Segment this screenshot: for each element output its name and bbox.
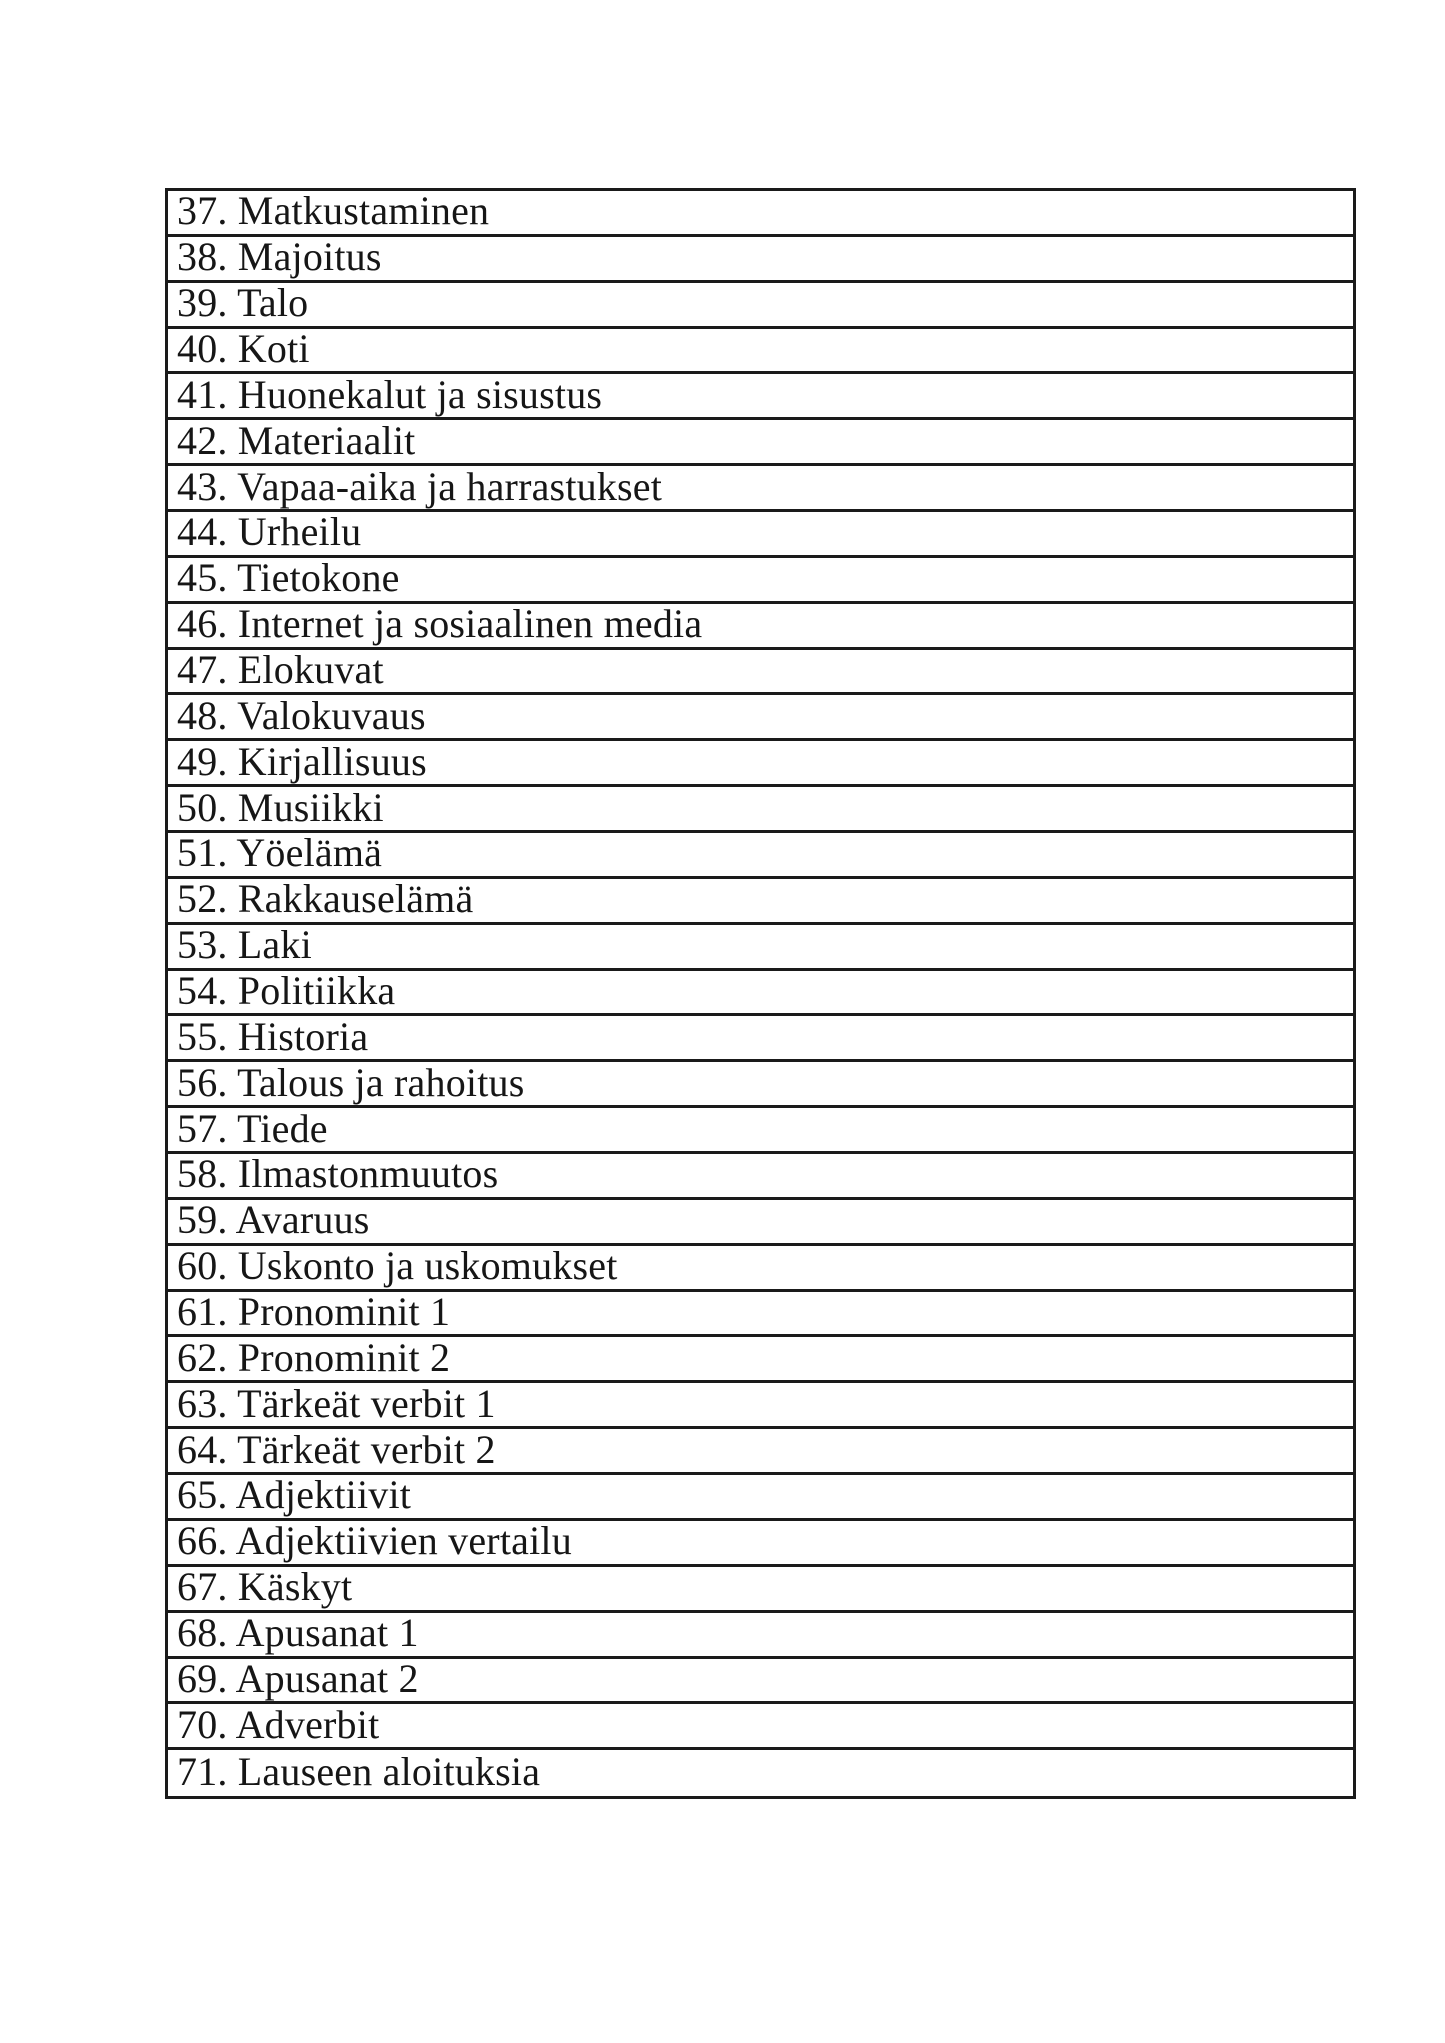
toc-entry-label: 69. Apusanat 2 (177, 1658, 419, 1701)
toc-entry-label: 71. Lauseen aloituksia (177, 1750, 541, 1795)
toc-row (168, 1521, 1353, 1567)
toc-entry-label: 66. Adjektiivien vertailu (177, 1520, 572, 1564)
toc-row (168, 1704, 1353, 1750)
toc-entry-label: 45. Tietokone (177, 557, 400, 601)
toc-entry-label: 50. Musiikki (177, 787, 384, 830)
toc-row (168, 283, 1353, 329)
toc-entry-label: 63. Tärkeät verbit 1 (177, 1383, 496, 1426)
toc-entry-label: 43. Vapaa-aika ja harrastukset (177, 466, 663, 509)
toc-entry-label: 65. Adjektiivit (177, 1475, 412, 1518)
toc-row (168, 1200, 1353, 1246)
toc-row (168, 925, 1353, 971)
toc-row (168, 1016, 1353, 1062)
toc-row (168, 1567, 1353, 1613)
toc-row (168, 833, 1353, 879)
toc-entry-label: 52. Rakkauselämä (177, 878, 474, 922)
toc-entry-label: 55. Historia (177, 1016, 369, 1059)
toc-entry-label: 60. Uskonto ja uskomukset (177, 1245, 618, 1289)
toc-entry-label: 67. Käskyt (177, 1566, 353, 1610)
toc-entry-label: 58. Ilmastonmuutos (177, 1154, 499, 1197)
toc-entry-label: 70. Adverbit (177, 1704, 380, 1747)
toc-row (168, 558, 1353, 604)
toc-entry-label: 59. Avaruus (177, 1199, 370, 1243)
toc-row (168, 1062, 1353, 1108)
toc-row (168, 1108, 1353, 1154)
toc-entry-label: 54. Politiikka (177, 970, 396, 1014)
toc-entry-label: 46. Internet ja sosiaalinen media (177, 603, 703, 647)
toc-row (168, 1659, 1353, 1705)
toc-row (168, 1383, 1353, 1429)
toc-row (168, 1292, 1353, 1338)
toc-row (168, 787, 1353, 833)
toc-row (168, 1475, 1353, 1521)
toc-row (168, 237, 1353, 283)
toc-entry-label: 56. Talous ja rahoitus (177, 1062, 525, 1105)
toc-entry-label: 37. Matkustaminen (177, 191, 490, 234)
toc-row (168, 1429, 1353, 1475)
toc-entry-label: 61. Pronominit 1 (177, 1291, 451, 1335)
toc-entry-label: 41. Huonekalut ja sisustus (177, 374, 603, 417)
toc-row (168, 374, 1353, 420)
toc-row (168, 879, 1353, 925)
toc-row (168, 1613, 1353, 1659)
toc-row (168, 329, 1353, 375)
toc-entry-label: 44. Urheilu (177, 512, 362, 555)
toc-entry-label: 39. Talo (177, 282, 309, 326)
toc-entry-label: 48. Valokuvaus (177, 695, 426, 738)
toc-entry-label: 53. Laki (177, 924, 312, 968)
toc-row (168, 191, 1353, 237)
toc-row (168, 1337, 1353, 1383)
toc-row (168, 512, 1353, 558)
toc-entry-label: 47. Elokuvat (177, 649, 384, 693)
toc-entry-label: 68. Apusanat 1 (177, 1612, 419, 1656)
toc-row (168, 650, 1353, 696)
toc-entry-label: 51. Yöelämä (177, 833, 383, 876)
toc-entry-label: 40. Koti (177, 328, 310, 371)
toc-entry-label: 57. Tiede (177, 1108, 328, 1151)
toc-entry-label: 62. Pronominit 2 (177, 1337, 451, 1380)
toc-row (168, 1154, 1353, 1200)
toc-row (168, 1750, 1353, 1796)
toc-entry-label: 64. Tärkeät verbit 2 (177, 1429, 496, 1472)
toc-row (168, 604, 1353, 650)
toc-entry-label: 38. Majoitus (177, 236, 382, 280)
toc-entry-label: 49. Kirjallisuus (177, 741, 427, 784)
toc-entry-label: 42. Materiaalit (177, 420, 416, 463)
contents-table (165, 188, 1356, 1799)
toc-row (168, 971, 1353, 1017)
toc-row (168, 741, 1353, 787)
toc-row (168, 466, 1353, 512)
toc-row (168, 420, 1353, 466)
toc-row (168, 1246, 1353, 1292)
toc-row (168, 695, 1353, 741)
